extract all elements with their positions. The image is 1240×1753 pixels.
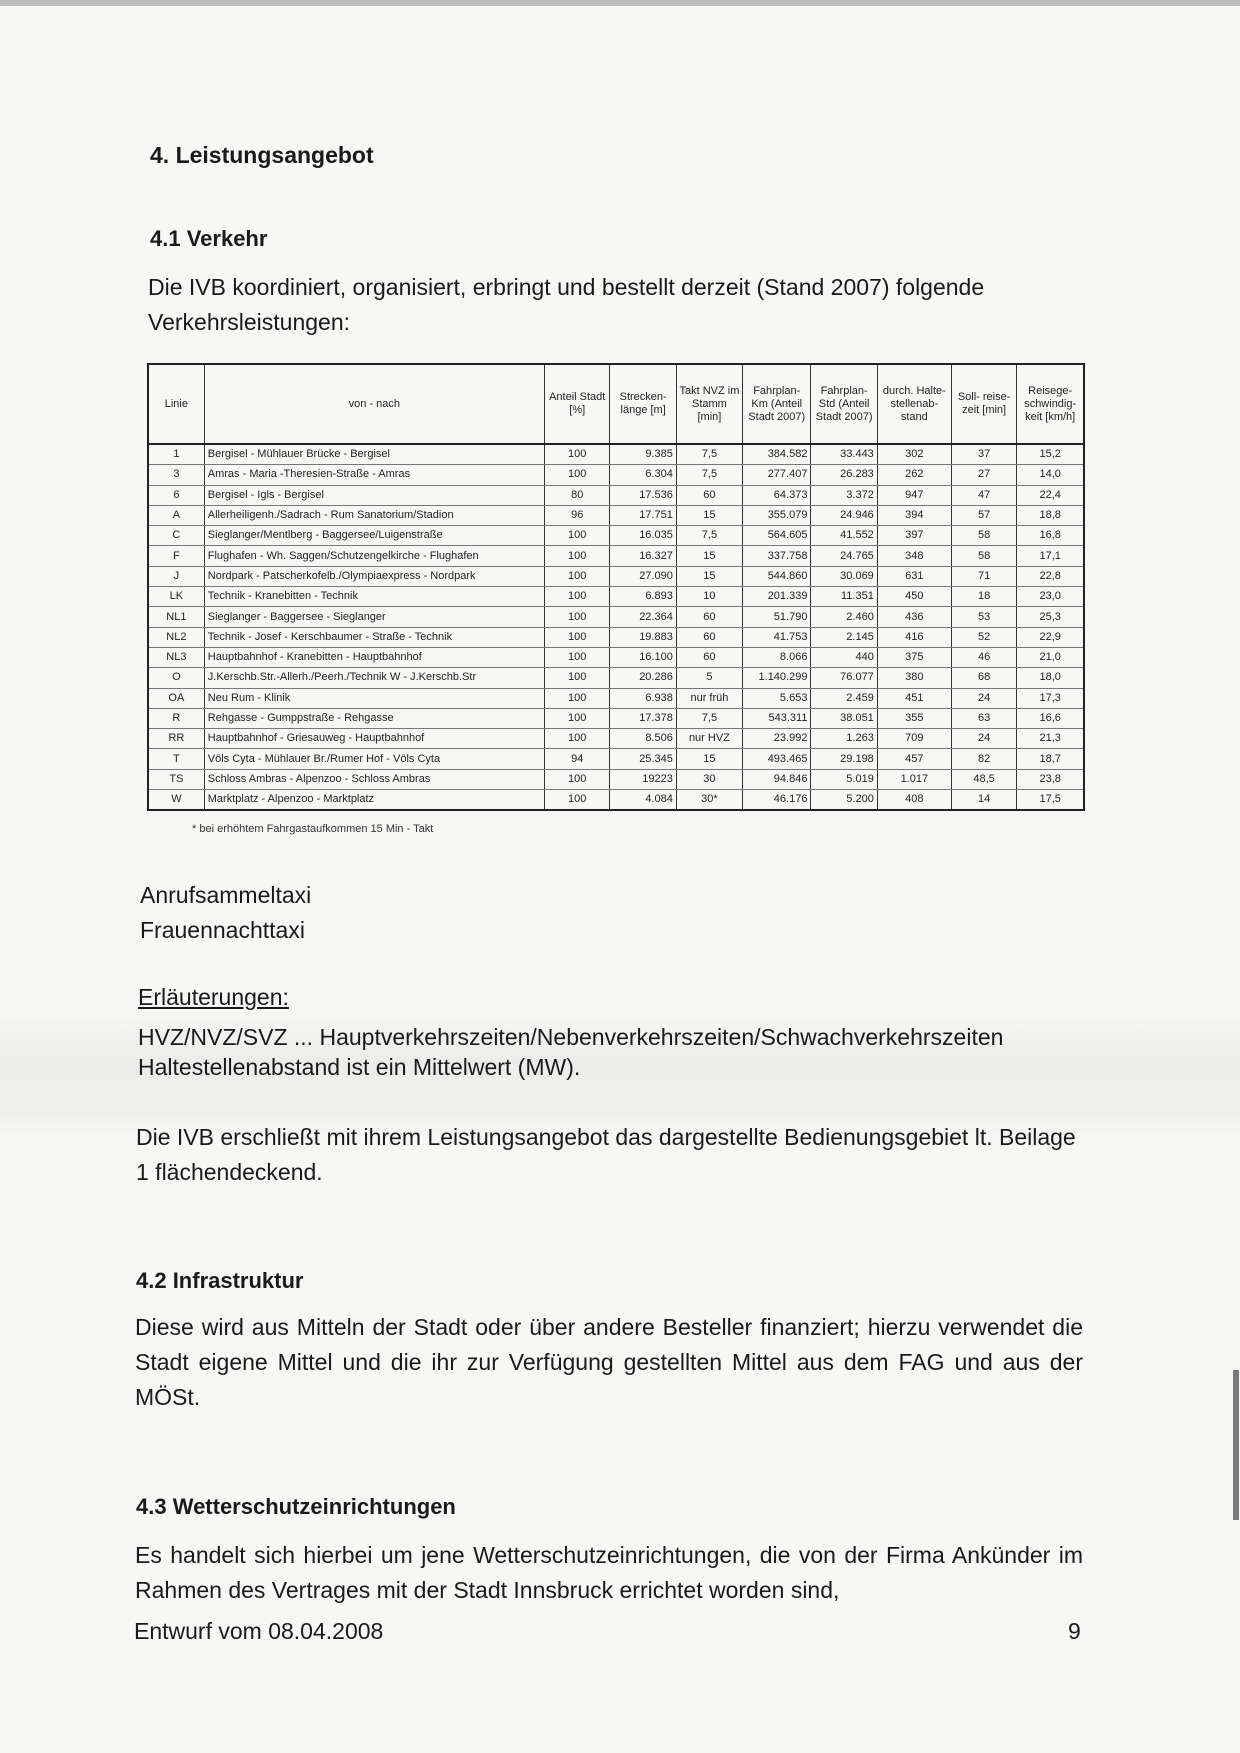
- cell-haltestellenabstand: 375: [877, 647, 951, 667]
- explanations-heading: Erläuterungen:: [138, 984, 289, 1010]
- cell-haltestellenabstand: 380: [877, 668, 951, 688]
- cell-route: Neu Rum - Klinik: [204, 688, 544, 708]
- col-header-linie: Linie: [148, 364, 204, 444]
- cell-fahrplan-std: 26.283: [811, 465, 877, 485]
- table-row: [148, 444, 1084, 465]
- cell-fahrplan-std: 5.019: [811, 769, 877, 789]
- cell-geschwindigkeit: 18,7: [1017, 749, 1084, 769]
- cell-fahrplan-km: 23.992: [743, 729, 811, 749]
- cell-route: Flughafen - Wh. Saggen/Schutzengelkirche - Flughafen: [204, 546, 544, 566]
- cell-fahrplan-km: 64.373: [743, 485, 811, 505]
- service-frauennachttaxi: Frauennachttaxi: [140, 917, 305, 943]
- cell-takt: 7,5: [676, 526, 742, 546]
- cell-fahrplan-km: 46.176: [743, 790, 811, 811]
- cell-geschwindigkeit: 18,8: [1017, 505, 1084, 525]
- cell-geschwindigkeit: 22,9: [1017, 627, 1084, 647]
- cell-laenge: 4.084: [610, 790, 676, 811]
- cell-haltestellenabstand: 355: [877, 708, 951, 728]
- service-anrufsammeltaxi: Anrufsammeltaxi: [140, 882, 312, 908]
- cell-laenge: 6.304: [610, 465, 676, 485]
- cell-laenge: 27.090: [610, 566, 676, 586]
- cell-fahrplan-std: 41.552: [811, 526, 877, 546]
- cell-geschwindigkeit: 15,2: [1017, 444, 1084, 465]
- table-row: [148, 526, 1084, 546]
- cell-haltestellenabstand: 397: [877, 526, 951, 546]
- cell-fahrplan-km: 201.339: [743, 587, 811, 607]
- cell-linie: NL1: [148, 607, 204, 627]
- cell-anteil: 100: [544, 647, 610, 667]
- table-row: [148, 546, 1084, 566]
- cell-laenge: 19.883: [610, 627, 676, 647]
- cell-linie: O: [148, 668, 204, 688]
- col-header-laenge: Strecken-länge [m]: [610, 364, 676, 444]
- table-row: [148, 708, 1084, 728]
- cell-fahrplan-km: 355.079: [743, 505, 811, 525]
- cell-fahrplan-std: 440: [811, 647, 877, 667]
- cell-sollreisezeit: 46: [951, 647, 1017, 667]
- cell-linie: LK: [148, 587, 204, 607]
- explanations-abbrev: HVZ/NVZ/SVZ ... Hauptverkehrszeiten/Nebenverkehrszeiten/Schwachverkehrszeiten: [138, 1024, 1004, 1050]
- cell-haltestellenabstand: 408: [877, 790, 951, 811]
- cell-haltestellenabstand: 348: [877, 546, 951, 566]
- cell-haltestellenabstand: 416: [877, 627, 951, 647]
- cell-linie: J: [148, 566, 204, 586]
- cell-anteil: 100: [544, 688, 610, 708]
- cell-linie: F: [148, 546, 204, 566]
- cell-takt: 7,5: [676, 444, 742, 465]
- cell-geschwindigkeit: 22,4: [1017, 485, 1084, 505]
- verkehr-intro: Die IVB koordiniert, organisiert, erbringt und bestellt derzeit (Stand 2007) folgende Verkehrsleistungen:: [148, 274, 985, 335]
- cell-anteil: 100: [544, 668, 610, 688]
- cell-route: Hauptbahnhof - Griesauweg - Hauptbahnhof: [204, 729, 544, 749]
- table-row: [148, 647, 1084, 667]
- cell-geschwindigkeit: 23,8: [1017, 769, 1084, 789]
- cell-linie: C: [148, 526, 204, 546]
- page-number: 9: [1068, 1618, 1081, 1644]
- cell-sollreisezeit: 27: [951, 465, 1017, 485]
- cell-takt: 15: [676, 749, 742, 769]
- cell-sollreisezeit: 48,5: [951, 769, 1017, 789]
- cell-fahrplan-std: 24.946: [811, 505, 877, 525]
- col-header-haltestellenabstand: durch. Halte-stellenab-stand: [877, 364, 951, 444]
- cell-haltestellenabstand: 262: [877, 465, 951, 485]
- cell-sollreisezeit: 37: [951, 444, 1017, 465]
- table-row: [148, 749, 1084, 769]
- cell-anteil: 100: [544, 729, 610, 749]
- cell-sollreisezeit: 82: [951, 749, 1017, 769]
- cell-geschwindigkeit: 14,0: [1017, 465, 1084, 485]
- cell-sollreisezeit: 14: [951, 790, 1017, 811]
- cell-sollreisezeit: 24: [951, 729, 1017, 749]
- cell-route: Technik - Josef - Kerschbaumer - Straße - Technik: [204, 627, 544, 647]
- lines-table: [147, 363, 1085, 811]
- cell-takt: 60: [676, 647, 742, 667]
- cell-route: Völs Cyta - Mühlauer Br./Rumer Hof - Völs Cyta: [204, 749, 544, 769]
- cell-geschwindigkeit: 18,0: [1017, 668, 1084, 688]
- cell-geschwindigkeit: 17,3: [1017, 688, 1084, 708]
- cell-linie: A: [148, 505, 204, 525]
- col-header-route: von - nach: [204, 364, 544, 444]
- scan-edge-mark: [1233, 1370, 1239, 1520]
- cell-takt: 7,5: [676, 708, 742, 728]
- cell-laenge: 16.035: [610, 526, 676, 546]
- cell-fahrplan-km: 493.465: [743, 749, 811, 769]
- table-row: [148, 729, 1084, 749]
- cell-route: Technik - Kranebitten - Technik: [204, 587, 544, 607]
- cell-geschwindigkeit: 17,5: [1017, 790, 1084, 811]
- cell-anteil: 100: [544, 627, 610, 647]
- cell-haltestellenabstand: 1.017: [877, 769, 951, 789]
- cell-laenge: 8.506: [610, 729, 676, 749]
- table-row: [148, 668, 1084, 688]
- cell-fahrplan-km: 543.311: [743, 708, 811, 728]
- cell-takt: 15: [676, 566, 742, 586]
- cell-linie: OA: [148, 688, 204, 708]
- cell-linie: 3: [148, 465, 204, 485]
- table-row: [148, 627, 1084, 647]
- cell-route: Sieglanger/Mentlberg - Baggersee/Luigenstraße: [204, 526, 544, 546]
- cell-takt: 60: [676, 607, 742, 627]
- cell-geschwindigkeit: 21,3: [1017, 729, 1084, 749]
- subsection-title-infrastruktur: 4.2 Infrastruktur: [136, 1268, 304, 1293]
- cell-anteil: 100: [544, 769, 610, 789]
- cell-haltestellenabstand: 947: [877, 485, 951, 505]
- cell-fahrplan-std: 38.051: [811, 708, 877, 728]
- cell-haltestellenabstand: 631: [877, 566, 951, 586]
- cell-geschwindigkeit: 16,8: [1017, 526, 1084, 546]
- table-body: [148, 444, 1084, 810]
- table-row: [148, 566, 1084, 586]
- cell-fahrplan-km: 94.846: [743, 769, 811, 789]
- cell-laenge: 6.938: [610, 688, 676, 708]
- cell-route: Marktplatz - Alpenzoo - Marktplatz: [204, 790, 544, 811]
- cell-fahrplan-std: 30.069: [811, 566, 877, 586]
- cell-fahrplan-std: 76.077: [811, 668, 877, 688]
- subsection-title-wetterschutz: 4.3 Wetterschutzeinrichtungen: [136, 1494, 456, 1519]
- cell-takt: 5: [676, 668, 742, 688]
- cell-linie: NL3: [148, 647, 204, 667]
- cell-sollreisezeit: 58: [951, 526, 1017, 546]
- cell-anteil: 100: [544, 566, 610, 586]
- wetterschutz-text: Es handelt sich hierbei um jene Wetterschutzeinrichtungen, die von der Firma Ankünder im Rahmen des Vertrages mit der Stadt Innsbruck errichtet worden sind,: [135, 1542, 1083, 1603]
- cell-takt: 60: [676, 485, 742, 505]
- cell-laenge: 22.364: [610, 607, 676, 627]
- cell-takt: 10: [676, 587, 742, 607]
- cell-geschwindigkeit: 23,0: [1017, 587, 1084, 607]
- cell-fahrplan-std: 5.200: [811, 790, 877, 811]
- cell-anteil: 100: [544, 790, 610, 811]
- cell-fahrplan-km: 277.407: [743, 465, 811, 485]
- cell-haltestellenabstand: 450: [877, 587, 951, 607]
- cell-route: Amras - Maria -Theresien-Straße - Amras: [204, 465, 544, 485]
- cell-linie: T: [148, 749, 204, 769]
- cell-fahrplan-std: 29.198: [811, 749, 877, 769]
- cell-laenge: 25.345: [610, 749, 676, 769]
- table-row: [148, 769, 1084, 789]
- cell-fahrplan-std: 2.145: [811, 627, 877, 647]
- cell-linie: RR: [148, 729, 204, 749]
- table-row: [148, 465, 1084, 485]
- table-row: [148, 790, 1084, 811]
- cell-anteil: 100: [544, 546, 610, 566]
- col-header-fahrplan-std: Fahrplan-Std (Anteil Stadt 2007): [811, 364, 877, 444]
- cell-route: Nordpark - Patscherkofelb./Olympiaexpress - Nordpark: [204, 566, 544, 586]
- cell-takt: 15: [676, 505, 742, 525]
- cell-fahrplan-std: 1.263: [811, 729, 877, 749]
- cell-sollreisezeit: 71: [951, 566, 1017, 586]
- cell-anteil: 100: [544, 526, 610, 546]
- cell-haltestellenabstand: 457: [877, 749, 951, 769]
- cell-haltestellenabstand: 451: [877, 688, 951, 708]
- subsection-title-verkehr: 4.1 Verkehr: [150, 226, 268, 251]
- cell-anteil: 100: [544, 444, 610, 465]
- cell-sollreisezeit: 24: [951, 688, 1017, 708]
- cell-linie: W: [148, 790, 204, 811]
- cell-sollreisezeit: 53: [951, 607, 1017, 627]
- col-header-takt: Takt NVZ im Stamm [min]: [676, 364, 742, 444]
- cell-takt: nur HVZ: [676, 729, 742, 749]
- cell-haltestellenabstand: 302: [877, 444, 951, 465]
- table-row: [148, 607, 1084, 627]
- cell-fahrplan-km: 337.758: [743, 546, 811, 566]
- cell-fahrplan-km: 8.066: [743, 647, 811, 667]
- cell-route: Allerheiligenh./Sadrach - Rum Sanatorium/Stadion: [204, 505, 544, 525]
- cell-fahrplan-km: 5.653: [743, 688, 811, 708]
- cell-haltestellenabstand: 394: [877, 505, 951, 525]
- cell-geschwindigkeit: 25,3: [1017, 607, 1084, 627]
- cell-laenge: 9.385: [610, 444, 676, 465]
- coverage-paragraph: Die IVB erschließt mit ihrem Leistungsangebot das dargestellte Bedienungsgebiet lt. Beilage 1 flächendeckend.: [136, 1124, 1076, 1185]
- cell-geschwindigkeit: 17,1: [1017, 546, 1084, 566]
- cell-fahrplan-km: 1.140.299: [743, 668, 811, 688]
- cell-route: Schloss Ambras - Alpenzoo - Schloss Ambras: [204, 769, 544, 789]
- section-title: 4. Leistungsangebot: [150, 142, 374, 168]
- cell-anteil: 100: [544, 587, 610, 607]
- cell-sollreisezeit: 68: [951, 668, 1017, 688]
- infrastruktur-text: Diese wird aus Mitteln der Stadt oder über andere Besteller finanziert; hierzu verwendet die Stadt eigene Mittel und die ihr zur Verfügung gestellten Mittel aus dem FAG und aus der MÖSt.: [135, 1314, 1083, 1410]
- cell-laenge: 17.378: [610, 708, 676, 728]
- cell-fahrplan-km: 51.790: [743, 607, 811, 627]
- cell-geschwindigkeit: 22,8: [1017, 566, 1084, 586]
- cell-laenge: 16.327: [610, 546, 676, 566]
- cell-fahrplan-km: 564.605: [743, 526, 811, 546]
- table-row: [148, 688, 1084, 708]
- cell-route: Hauptbahnhof - Kranebitten - Hauptbahnhof: [204, 647, 544, 667]
- cell-haltestellenabstand: 709: [877, 729, 951, 749]
- cell-fahrplan-std: 2.459: [811, 688, 877, 708]
- cell-linie: 6: [148, 485, 204, 505]
- table-row: [148, 485, 1084, 505]
- cell-anteil: 96: [544, 505, 610, 525]
- cell-laenge: 20.286: [610, 668, 676, 688]
- cell-linie: R: [148, 708, 204, 728]
- cell-takt: 30*: [676, 790, 742, 811]
- cell-takt: 15: [676, 546, 742, 566]
- cell-takt: 7,5: [676, 465, 742, 485]
- table-row: [148, 587, 1084, 607]
- cell-sollreisezeit: 63: [951, 708, 1017, 728]
- cell-fahrplan-std: 24.765: [811, 546, 877, 566]
- cell-anteil: 94: [544, 749, 610, 769]
- cell-laenge: 17.536: [610, 485, 676, 505]
- cell-sollreisezeit: 58: [951, 546, 1017, 566]
- cell-fahrplan-km: 41.753: [743, 627, 811, 647]
- cell-geschwindigkeit: 21,0: [1017, 647, 1084, 667]
- cell-takt: 60: [676, 627, 742, 647]
- cell-sollreisezeit: 18: [951, 587, 1017, 607]
- cell-route: Bergisel - Mühlauer Brücke - Bergisel: [204, 444, 544, 465]
- cell-fahrplan-std: 11.351: [811, 587, 877, 607]
- cell-takt: nur früh: [676, 688, 742, 708]
- cell-sollreisezeit: 52: [951, 627, 1017, 647]
- cell-laenge: 16.100: [610, 647, 676, 667]
- cell-fahrplan-std: 33.443: [811, 444, 877, 465]
- cell-route: Bergisel - Igls - Bergisel: [204, 485, 544, 505]
- cell-sollreisezeit: 57: [951, 505, 1017, 525]
- explanations-distance: Haltestellenabstand ist ein Mittelwert (MW).: [138, 1054, 581, 1080]
- cell-route: Sieglanger - Baggersee - Sieglanger: [204, 607, 544, 627]
- col-header-anteil: Anteil Stadt [%]: [544, 364, 610, 444]
- cell-anteil: 100: [544, 465, 610, 485]
- cell-linie: NL2: [148, 627, 204, 647]
- cell-takt: 30: [676, 769, 742, 789]
- cell-fahrplan-std: 2.460: [811, 607, 877, 627]
- cell-anteil: 100: [544, 708, 610, 728]
- cell-fahrplan-std: 3.372: [811, 485, 877, 505]
- cell-linie: TS: [148, 769, 204, 789]
- col-header-sollreisezeit: Soll- reise-zeit [min]: [951, 364, 1017, 444]
- cell-fahrplan-km: 544.860: [743, 566, 811, 586]
- cell-anteil: 80: [544, 485, 610, 505]
- cell-route: J.Kerschb.Str.-Allerh./Peerh./Technik W - J.Kerschb.Str: [204, 668, 544, 688]
- table-row: [148, 505, 1084, 525]
- cell-haltestellenabstand: 436: [877, 607, 951, 627]
- cell-laenge: 19223: [610, 769, 676, 789]
- footer-draft-date: Entwurf vom 08.04.2008: [134, 1618, 384, 1644]
- col-header-fahrplan-km: Fahrplan-Km (Anteil Stadt 2007): [743, 364, 811, 444]
- scan-top-edge: [0, 0, 1240, 6]
- cell-laenge: 17.751: [610, 505, 676, 525]
- cell-sollreisezeit: 47: [951, 485, 1017, 505]
- cell-route: Rehgasse - Gumppstraße - Rehgasse: [204, 708, 544, 728]
- cell-linie: 1: [148, 444, 204, 465]
- cell-fahrplan-km: 384.582: [743, 444, 811, 465]
- cell-laenge: 6.893: [610, 587, 676, 607]
- table-header-row: [148, 364, 1084, 444]
- cell-geschwindigkeit: 16,6: [1017, 708, 1084, 728]
- cell-anteil: 100: [544, 607, 610, 627]
- table-footnote: * bei erhöhtem Fahrgastaufkommen 15 Min - Takt: [192, 823, 434, 835]
- col-header-geschwindigkeit: Reisege-schwindig-keit [km/h]: [1017, 364, 1084, 444]
